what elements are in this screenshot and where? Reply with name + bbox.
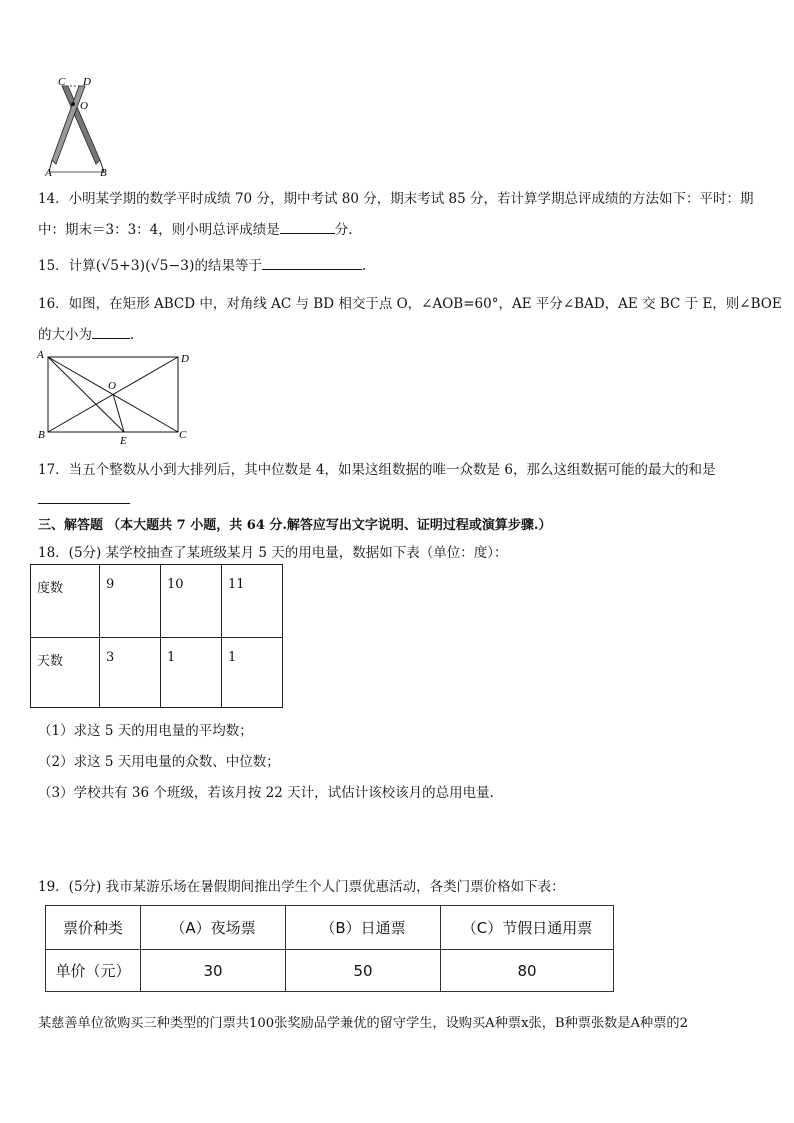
q19-header-cell: 票价种类 bbox=[46, 906, 141, 950]
q18-cell: 度数 bbox=[31, 565, 100, 638]
fig13-label-d: D bbox=[83, 76, 91, 88]
section3-heading bbox=[38, 514, 551, 533]
q14-line2-text: 中：期末＝3：3：4，则小明总评成绩是 bbox=[38, 222, 280, 238]
fig13-label-a: A bbox=[45, 167, 52, 178]
q18-sub1: （1）求这 5 天的用电量的平均数； bbox=[38, 723, 253, 739]
q14-answer-blank bbox=[280, 221, 335, 234]
section3-title: 三、解答题 bbox=[38, 518, 104, 533]
q18-table bbox=[30, 564, 283, 708]
q18-cell: 1 bbox=[161, 638, 222, 708]
q19-price-table bbox=[45, 905, 614, 992]
q18-cell: 3 bbox=[100, 638, 161, 708]
q18-sub3: （3）学校共有 36 个班级，若该月按 22 天计，试估计该校该月的总用电量. bbox=[38, 785, 494, 801]
q19-price-cell: 50 bbox=[286, 950, 441, 992]
q19-price-cell: 30 bbox=[141, 950, 286, 992]
q19-header-cell: （B）日通票 bbox=[286, 906, 441, 950]
q16-line1: 16．如图，在矩形 ABCD 中，对角线 AC 与 BD 相交于点 O，∠AOB=60°，AE 平分∠BAD，AE 交 BC 于 E，则∠BOE bbox=[38, 296, 782, 312]
q18-cell: 11 bbox=[222, 565, 283, 638]
q18-intro: 18．(5分) 某学校抽查了某班级某月 5 天的用电量，数据如下表（单位：度）： bbox=[38, 545, 508, 561]
q14-line2 bbox=[38, 218, 353, 238]
q16-line2-text: 的大小为 bbox=[38, 327, 92, 343]
fig13-label-b: B bbox=[100, 167, 107, 178]
q16-line2-end: . bbox=[130, 327, 135, 343]
fig16-label-a: A bbox=[37, 349, 44, 361]
fig16-label-b: B bbox=[38, 429, 45, 441]
q15-expression: (√5+3)(√5−3) bbox=[95, 258, 195, 274]
fig16-label-c: C bbox=[179, 429, 187, 441]
q19-intro: 19．(5分) 我市某游乐场在暑假期间推出学生个人门票优惠活动，各类门票价格如下表： bbox=[38, 879, 565, 895]
q15-end: . bbox=[361, 258, 367, 274]
q18-sub2: （2）求这 5 天用电量的众数、中位数； bbox=[38, 754, 280, 770]
q15-suffix: 的结果等于 bbox=[194, 258, 262, 274]
q14-line1: 14．小明某学期的数学平时成绩 70 分，期中考试 80 分，期末考试 85 分，若计算学期总评成绩的方法如下：平时：期 bbox=[38, 191, 754, 207]
fig16-label-e: E bbox=[120, 435, 127, 446]
compass-figure bbox=[40, 76, 120, 178]
q19-header-cell: （C）节假日通用票 bbox=[441, 906, 614, 950]
q14-line2-end: 分. bbox=[334, 222, 353, 238]
q19-price-cell: 单价（元） bbox=[46, 950, 141, 992]
q19-last-line: 某慈善单位欲购买三种类型的门票共100张奖励品学兼优的留守学生，设购买A种票x张，B种票张数是A种票的2 bbox=[38, 1016, 688, 1031]
q15-line bbox=[38, 254, 366, 274]
q17-line1: 17．当五个整数从小到大排列后，其中位数是 4，如果这组数据的唯一众数是 6，那么这组数据可能的最大的和是 bbox=[38, 462, 716, 478]
q19-price-row bbox=[46, 950, 614, 992]
fig13-label-c: C bbox=[58, 76, 66, 88]
q18-cell: 10 bbox=[161, 565, 222, 638]
q18-cell: 9 bbox=[100, 565, 161, 638]
q18-cell: 1 bbox=[222, 638, 283, 708]
q17-answer-blank bbox=[38, 491, 130, 504]
q15-prefix: 15．计算 bbox=[38, 258, 96, 274]
q18-row-days bbox=[31, 638, 283, 708]
q18-cell: 天数 bbox=[31, 638, 100, 708]
fig16-label-d: D bbox=[181, 353, 189, 365]
q16-line2 bbox=[38, 323, 134, 343]
fig16-label-o: O bbox=[108, 380, 116, 392]
q15-answer-blank bbox=[262, 257, 362, 270]
q19-header-cell: （A）夜场票 bbox=[141, 906, 286, 950]
q16-answer-blank bbox=[92, 326, 130, 339]
fig13-label-o: O bbox=[80, 100, 88, 112]
q18-row-degrees bbox=[31, 565, 283, 638]
rectangle-figure bbox=[36, 348, 196, 446]
q19-price-cell: 80 bbox=[441, 950, 614, 992]
section3-note: （本大题共 7 小题，共 64 分.解答应写出文字说明、证明过程或演算步骤.） bbox=[107, 518, 552, 533]
q19-header-row bbox=[46, 906, 614, 950]
